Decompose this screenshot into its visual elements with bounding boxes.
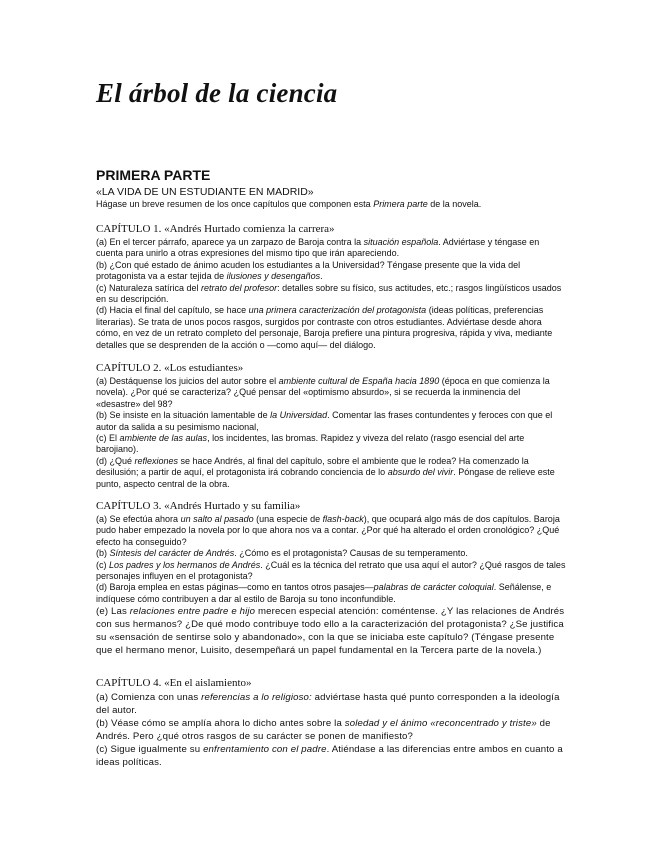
chapter-item: (c) Naturaleza satírica del retrato del profesor: detalles sobre su físico, sus actitudes, etc.; rasgos lingüísticos usados en su descripción. bbox=[96, 282, 562, 305]
chapter-heading: CAPÍTULO 3. «Andrés Hurtado y su familia» bbox=[96, 500, 301, 512]
part-intro: Hágase un breve resumen de los once capítulos que componen esta Primera parte de la novela. bbox=[96, 199, 482, 209]
chapter-item: (a) En el tercer párrafo, aparece ya un zarpazo de Baroja contra la situación española. Adviértase y téngase en cuenta para unirlo a otras expresiones del mismo tipo que irán apareciendo. bbox=[96, 237, 540, 259]
chapter-item: (e) Las relaciones entre padre e hijo merecen especial atención: coméntense. ¿Y las relaciones de Andrés con sus hermanos? ¿De qué modo contribuye todo ello a la caracterización del protagonista? ¿Se justifica su «sensación de sentirse solo y abandonado», con la que se iniciaba este capítulo? (Téngase presente que el hermano menor, Luisito, desempeñará un papel fundamental en la Tercera parte de la novela.) bbox=[96, 606, 565, 657]
chapter-item: (a) Destáquense los juicios del autor sobre el ambiente cultural de España hacia 1890 (época en que comienza la novela). ¿Por qué se caracteriza? ¿Qué pensar del «optimismo absurdo», si se recuerda la inminencia del «desastre» del 98? bbox=[96, 376, 550, 409]
chapter-1 bbox=[96, 223, 566, 351]
chapter-item: (a) Comienza con unas referencias a lo religioso: adviértase hasta qué punto corresponden a la ideología del autor. bbox=[96, 692, 560, 716]
part-subtitle: «LA VIDA DE UN ESTUDIANTE EN MADRID» bbox=[96, 186, 314, 198]
chapter-item: (c) Sigue igualmente su enfrentamiento con el padre. Atiéndase a las diferencias entre ambos en cuanto a ideas políticas. bbox=[96, 744, 563, 768]
chapter-item: (b) Véase cómo se amplía ahora lo dicho antes sobre la soledad y el ánimo «reconcentrado y triste» de Andrés. Pero ¿qué otros rasgos de su carácter se ponen de manifiesto? bbox=[96, 718, 551, 742]
chapter-item: (b) Se insiste en la situación lamentable de la Universidad. Comentar las frases contundentes y feroces con que el autor da salida a su pesimismo nacional, bbox=[96, 410, 553, 432]
chapter-item: (b) Síntesis del carácter de Andrés. ¿Cómo es el protagonista? Causas de su temperamento. bbox=[96, 548, 468, 559]
document-title: El árbol de la ciencia bbox=[96, 78, 338, 108]
chapter-item: (c) El ambiente de las aulas, los incidentes, las bromas. Rapidez y viveza del relato (rasgo esencial del arte barojiano). bbox=[96, 433, 525, 455]
chapter-item: (d) Hacia el final del capítulo, se hace una primera caracterización del protagonista (ideas políticas, preferencias literarias). Se trata de unos pocos rasgos, surgidos por contraste con otros estudiantes. Adviértase desde ahora cómo, en vez de un retrato completo del personaje, Baroja prefiere una pintura progresiva, rápida y viva, mediante detalles que se desprenden de la acción o —como aquí— del diálogo. bbox=[96, 305, 553, 350]
chapter-item: (c) Los padres y los hermanos de Andrés. ¿Cuál es la técnica del retrato que usa aquí el autor? ¿Qué rasgos de tales personajes influyen en el protagonista? bbox=[96, 559, 566, 582]
part-heading: PRIMERA PARTE bbox=[96, 167, 211, 183]
chapter-heading: CAPÍTULO 1. «Andrés Hurtado comienza la carrera» bbox=[96, 223, 335, 235]
chapter-heading: CAPÍTULO 2. «Los estudiantes» bbox=[96, 362, 244, 374]
chapter-2 bbox=[96, 362, 566, 490]
chapter-item: (b) ¿Con qué estado de ánimo acuden los estudiantes a la Universidad? Téngase presente que la vida del protagonista va a estar tejida de ilusiones y desengaños. bbox=[96, 259, 521, 282]
chapter-heading: CAPÍTULO 4. «En el aislamiento» bbox=[96, 677, 252, 689]
chapter-item: (d) ¿Qué reflexiones se hace Andrés, al final del capítulo, sobre el ambiente que le rodea? Ha comenzado la desilusión; a partir de aquí, el protagonista irá cobrando conciencia de lo absurdo del vivir. Póngase de relieve este punto, aspecto central de la obra. bbox=[96, 455, 555, 489]
chapter-3 bbox=[96, 500, 566, 657]
chapter-item: (a) Se efectúa ahora un salto al pasado (una especie de flash-back), que ocupará algo más de dos capítulos. Baroja pudo haber empezado la novela por lo que ahora nos va a contar. ¿Por qué ha alterado el orden cronológico? ¿Qué efecto ha conseguido? bbox=[96, 514, 560, 547]
chapter-item: (d) Baroja emplea en estas páginas—como en tantos otros pasajes—palabras de carácter coloquial. Señálense, e indíquese cómo contribuyen a dar al estilo de Baroja su tono inconfundible. bbox=[96, 582, 552, 604]
chapter-4 bbox=[96, 677, 566, 769]
